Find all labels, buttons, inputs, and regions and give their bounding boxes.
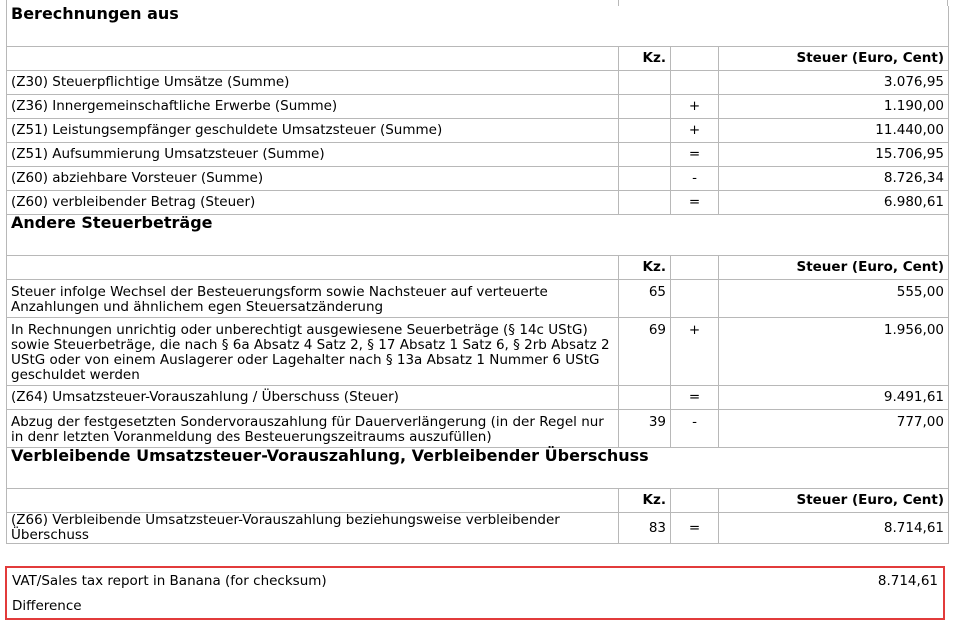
row-op: - [671, 167, 719, 191]
section-title: Verbleibende Umsatzsteuer-Vorauszahlung, Verbleibender Überschuss [7, 448, 949, 489]
table-row [7, 318, 949, 386]
table-row [7, 386, 949, 410]
checksum-label: VAT/Sales tax report in Banana (for checksum) [12, 573, 327, 589]
header-kz: Kz. [619, 47, 671, 71]
header-amount: Steuer (Euro, Cent) [719, 256, 949, 280]
row-desc: (Z51) Aufsummierung Umsatzsteuer (Summe) [7, 143, 619, 167]
row-desc: (Z64) Umsatzsteuer-Vorauszahlung / Überschuss (Steuer) [7, 386, 619, 410]
checksum-box [5, 566, 945, 620]
row-op: + [671, 119, 719, 143]
table-row [7, 119, 949, 143]
row-op: = [671, 191, 719, 215]
row-kz [619, 95, 671, 119]
section-title: Berechnungen aus [7, 6, 949, 47]
table-row [7, 410, 949, 448]
section-verbleibende-vorauszahlung [6, 448, 949, 544]
row-desc: (Z66) Verbleibende Umsatzsteuer-Vorauszahlung beziehungsweise verbleibender Überschuss [7, 513, 619, 544]
row-op: = [671, 513, 719, 544]
row-amount: 6.980,61 [719, 191, 949, 215]
row-amount: 1.190,00 [719, 95, 949, 119]
row-amount: 3.076,95 [719, 71, 949, 95]
header-op [671, 256, 719, 280]
row-op: - [671, 410, 719, 448]
row-kz: 65 [619, 280, 671, 318]
row-op: + [671, 95, 719, 119]
row-kz [619, 386, 671, 410]
row-op: = [671, 143, 719, 167]
row-kz: 69 [619, 318, 671, 386]
row-amount: 1.956,00 [719, 318, 949, 386]
row-desc: In Rechnungen unrichtig oder unberechtigt ausgewiesene Seuerbeträge (§ 14c UStG) sowie Steuerbeträge, die nach § 6a Absatz 4 Satz 2, § 17 Absatz 1 Satz 6, § 2rb Absatz 2 UStG oder von einem Auslagerer oder Lagehalter nach § 13a Absatz 1 Nummer 6 UStG geschuldet werden [7, 318, 619, 386]
row-desc: (Z51) Leistungsempfänger geschuldete Umsatzsteuer (Summe) [7, 119, 619, 143]
row-op: = [671, 386, 719, 410]
table-row [7, 167, 949, 191]
row-kz [619, 71, 671, 95]
checksum-value: 8.714,61 [877, 573, 938, 589]
row-amount: 9.491,61 [719, 386, 949, 410]
row-amount: 8.726,34 [719, 167, 949, 191]
row-op [671, 280, 719, 318]
header-desc [7, 47, 619, 71]
row-amount: 555,00 [719, 280, 949, 318]
tax-report-sheet [6, 6, 948, 544]
row-desc: (Z60) abziehbare Vorsteuer (Summe) [7, 167, 619, 191]
row-desc: Abzug der festgesetzten Sondervorauszahlung für Dauerverlängerung (in der Regel nur in denr letzten Voranmeldung des Besteuerungszeitraums auszufüllen) [7, 410, 619, 448]
section-berechnungen [6, 6, 949, 215]
row-kz: 39 [619, 410, 671, 448]
header-kz: Kz. [619, 489, 671, 513]
row-kz [619, 191, 671, 215]
row-kz: 83 [619, 513, 671, 544]
row-amount: 8.714,61 [719, 513, 949, 544]
row-desc: Steuer infolge Wechsel der Besteuerungsform sowie Nachsteuer auf verteuerte Anzahlungen und ähnlichem egen Steuersatzänderung [7, 280, 619, 318]
row-kz [619, 119, 671, 143]
row-desc: (Z60) verbleibender Betrag (Steuer) [7, 191, 619, 215]
table-row [7, 95, 949, 119]
table-row [7, 71, 949, 95]
header-op [671, 47, 719, 71]
row-amount: 15.706,95 [719, 143, 949, 167]
header-kz: Kz. [619, 256, 671, 280]
header-amount: Steuer (Euro, Cent) [719, 489, 949, 513]
table-row [7, 191, 949, 215]
row-amount: 777,00 [719, 410, 949, 448]
row-op [671, 71, 719, 95]
row-kz [619, 143, 671, 167]
table-row [7, 143, 949, 167]
header-op [671, 489, 719, 513]
header-desc [7, 256, 619, 280]
row-desc: (Z30) Steuerpflichtige Umsätze (Summe) [7, 71, 619, 95]
header-amount: Steuer (Euro, Cent) [719, 47, 949, 71]
row-kz [619, 167, 671, 191]
row-op: + [671, 318, 719, 386]
section-title: Andere Steuerbeträge [7, 215, 949, 256]
section-andere-steuerbetraege [6, 215, 949, 448]
table-row [7, 513, 949, 544]
header-desc [7, 489, 619, 513]
difference-label: Difference [12, 598, 82, 614]
table-row [7, 280, 949, 318]
row-amount: 11.440,00 [719, 119, 949, 143]
row-desc: (Z36) Innergemeinschaftliche Erwerbe (Summe) [7, 95, 619, 119]
